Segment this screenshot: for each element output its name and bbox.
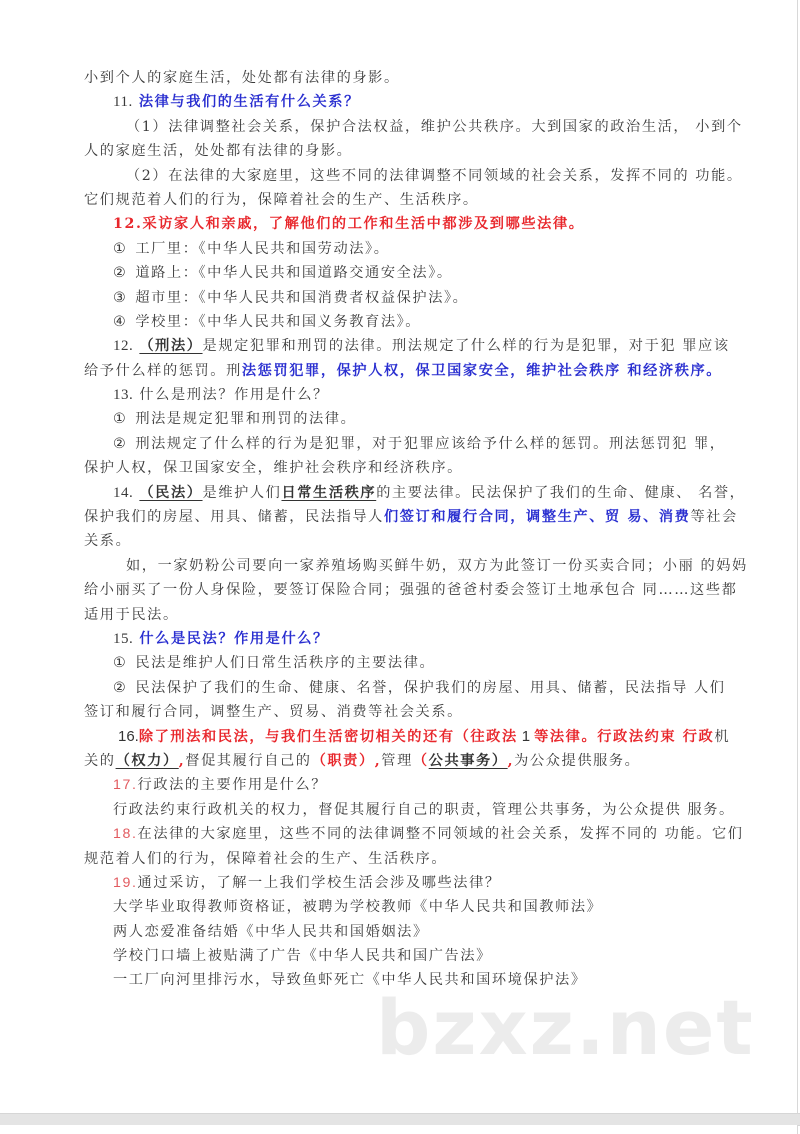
list-item-text: 学校门口墙上被贴满了广告《中华人民共和国广告法》 [113,948,492,965]
paragraph-text: 保护我们的房屋、用具、储蓄，民法指导人 [84,509,384,526]
paragraph-text: （2）在法律的大家庭里，这些不同的法律调整不同领域的社会关系，发挥不同的 功能。 [126,167,743,184]
highlighted-text: 们签订和履行合同，调整生产、贸 易、消费 [383,509,691,526]
circled-number: ① [113,655,128,672]
paragraph-text: 签订和履行合同，调整生产、贸易、消费等社会关系。 [84,704,463,721]
list-item [84,920,714,944]
list-item-text: 刑法是规定犯罪和刑罚的法律。 [135,411,357,428]
paragraph-text: 督促其履行自己的 [185,752,312,769]
paragraph-number: 14. [113,484,134,501]
question-12-heading [84,212,714,236]
paragraph-text: 关的 [84,752,116,769]
list-item-text: 超市里：《中华人民共和国消费者权益保护法》。 [135,289,469,306]
question-number: 17. [113,777,138,794]
question-17 [84,773,714,797]
key-term: （职责） [311,752,375,769]
punctuation: , [178,752,186,769]
paragraph-text: 管理 [381,752,413,769]
paragraph-text: 规范着人们的行为，保障着社会的生产、生活秩序。 [84,850,448,867]
list-item-cont [84,456,714,480]
answer-17 [84,798,735,822]
circled-number: ① [113,240,128,257]
highlighted-text: 等法律。行政法约束 行政 [534,728,715,745]
list-item-text: 工厂里：《中华人民共和国劳动法》。 [135,240,390,257]
paragraph-12-cont [84,359,723,383]
question-text: 行政法的主要作用是什么？ [137,777,327,794]
document-content [84,66,748,993]
list-item-cont [84,700,714,724]
paragraph-text: 行政法约束行政机关的权力，督促其履行自己的职责，管理公共事务，为公众提供 服务。 [113,801,735,818]
circled-number: ③ [113,289,128,306]
punctuation: （ [412,752,429,769]
key-term: （权力） [115,752,179,769]
circled-number: ② [113,265,128,282]
question-heading: 什么是民法？作用是什么？ [139,630,329,647]
highlighted-text: 除了刑法和民法，与我们生活密切相关的还有（往政法 [138,728,518,745]
list-item [84,310,714,334]
answer-11-1 [84,115,743,139]
paragraph-text: 小到个人的家庭生活，处处都有法律的身影。 [84,70,400,86]
list-item-text: 刑法规定了什么样的行为是犯罪，对于犯罪应该给予什么样的惩罚。刑法惩罚犯 罪， [135,435,726,452]
paragraph-18 [84,822,744,846]
circled-number: ② [113,435,128,452]
paragraph-text: 保护人权，保卫国家安全，维护社会秩序和经济秩序。 [84,460,463,477]
key-term: （民法） [139,484,203,501]
question-text: 通过采访，了解一上我们学校生活会涉及哪些法律？ [137,874,501,891]
question-15 [84,627,714,651]
paragraph-text: 给小丽买了一份人身保险，要签订保险合同；强强的爸爸村委会签订土地承包合 同……这些都 [84,582,738,599]
paragraph-text: 为公众提供服务。 [514,752,641,769]
paragraph-number: 16. [118,727,139,745]
key-term: 公共事务） [428,752,508,769]
list-item-text: 学校里：《中华人民共和国义务教育法》。 [135,313,422,330]
example-paragraph [84,554,748,578]
question-number: 11. [113,94,133,111]
list-item-text: 两人恋爱准备结婚《中华人民共和国婚姻法》 [113,923,429,940]
key-term: （刑法） [139,338,203,355]
punctuation: , [374,752,382,769]
next-page-top [0,1125,798,1134]
paragraph-14-cont [84,505,738,529]
list-item-text: 民法保护了我们的生命、健康、名誉，保护我们的房屋、用具、储蓄，民法指导 人们 [135,679,726,696]
paragraph-number: 18. [113,826,138,843]
list-item [84,651,714,675]
paragraph-text: 给予什么样的惩罚。刑 [84,362,242,379]
question-heading: 法律与我们的生活有什么关系？ [138,94,360,111]
paragraph-text: 等社会 [690,509,738,526]
example-paragraph-cont [84,603,714,627]
list-item-text: 民法是维护人们日常生活秩序的主要法律。 [135,655,436,672]
paragraph-text: 的主要法律。民法保护了我们的生命、健康、 名誉， [376,484,746,501]
question-11 [84,90,714,114]
answer-11-2 [84,164,743,188]
stray-digit: 1 [521,727,531,745]
list-item [84,407,714,431]
list-item [84,286,714,310]
punctuation: , [507,752,515,769]
question-number: 15. [113,630,134,647]
paragraph-text: 它们规范着人们的行为，保障着社会的生产、生活秩序。 [84,191,479,208]
paragraph-18-cont [84,847,714,871]
paragraph-14-civil-law [84,481,746,505]
paragraph-text: 如，一家奶粉公司要向一家养殖场购买鲜牛奶，双方为此签订一份买卖合同；小丽 的妈妈 [126,557,748,574]
question-19 [84,871,714,895]
watermark: bzxz.net [376,983,755,1072]
list-item [84,237,714,261]
question-number: 19. [113,874,138,891]
list-item-text: 道路上：《中华人民共和国道路交通安全法》。 [135,265,453,282]
circled-number: ① [113,411,128,428]
paragraph-text: （1）法律调整社会关系，保护合法权益，维护公共秩序。大到国家的政治生活， 小到个 [126,118,743,135]
list-item [84,676,726,700]
paragraph-text: 在法律的大家庭里，这些不同的法律调整不同领域的社会关系，发挥不同的 功能。它们 [137,826,744,843]
circled-number: ④ [113,313,128,330]
example-paragraph-cont [84,578,738,602]
paragraph-text: 人的家庭生活，处处都有法律的身影。 [84,143,353,160]
paragraph-number: 12. [113,338,134,355]
question-number: 13. [113,387,134,404]
question-heading: 12.采访家人和亲戚，了解他们的工作和生活中都涉及到哪些法律。 [113,216,585,233]
question-13 [84,383,714,407]
paragraph-16-admin-law [84,725,731,749]
list-item [84,895,714,919]
list-item [84,944,714,968]
highlighted-text: 法惩罚犯罪，保护人权，保卫国家安全，维护社会秩序 和经济秩序。 [241,362,723,379]
list-item [84,261,714,285]
paragraph-14-cont [84,529,714,553]
circled-number: ② [113,679,128,696]
paragraph-text: 适用于民法。 [84,606,179,623]
list-item-text: 大学毕业取得教师资格证，被聘为学校教师《中华人民共和国教师法》 [113,899,603,916]
key-term: 日常生活秩序 [281,484,377,501]
paragraph-text: 机 [714,728,731,745]
paragraph-text: 是规定犯罪和刑罚的法律。刑法规定了什么样的行为是犯罪，对于犯 罪应该 [202,338,730,355]
answer-11-2-cont [84,188,714,212]
paragraph-16-cont [84,749,714,773]
paragraph-text: 是维护人们 [202,484,282,501]
list-item [84,432,726,456]
list-item-text: 一工厂向河里排污水，导致鱼虾死亡《中华人民共和国环境保护法》 [113,972,587,989]
paragraph-text: 关系。 [84,533,132,550]
text-line [84,66,714,90]
paragraph-12-criminal-law [84,334,730,358]
answer-11-1-cont [84,139,714,163]
question-text: 什么是刑法？作用是什么？ [139,387,329,404]
